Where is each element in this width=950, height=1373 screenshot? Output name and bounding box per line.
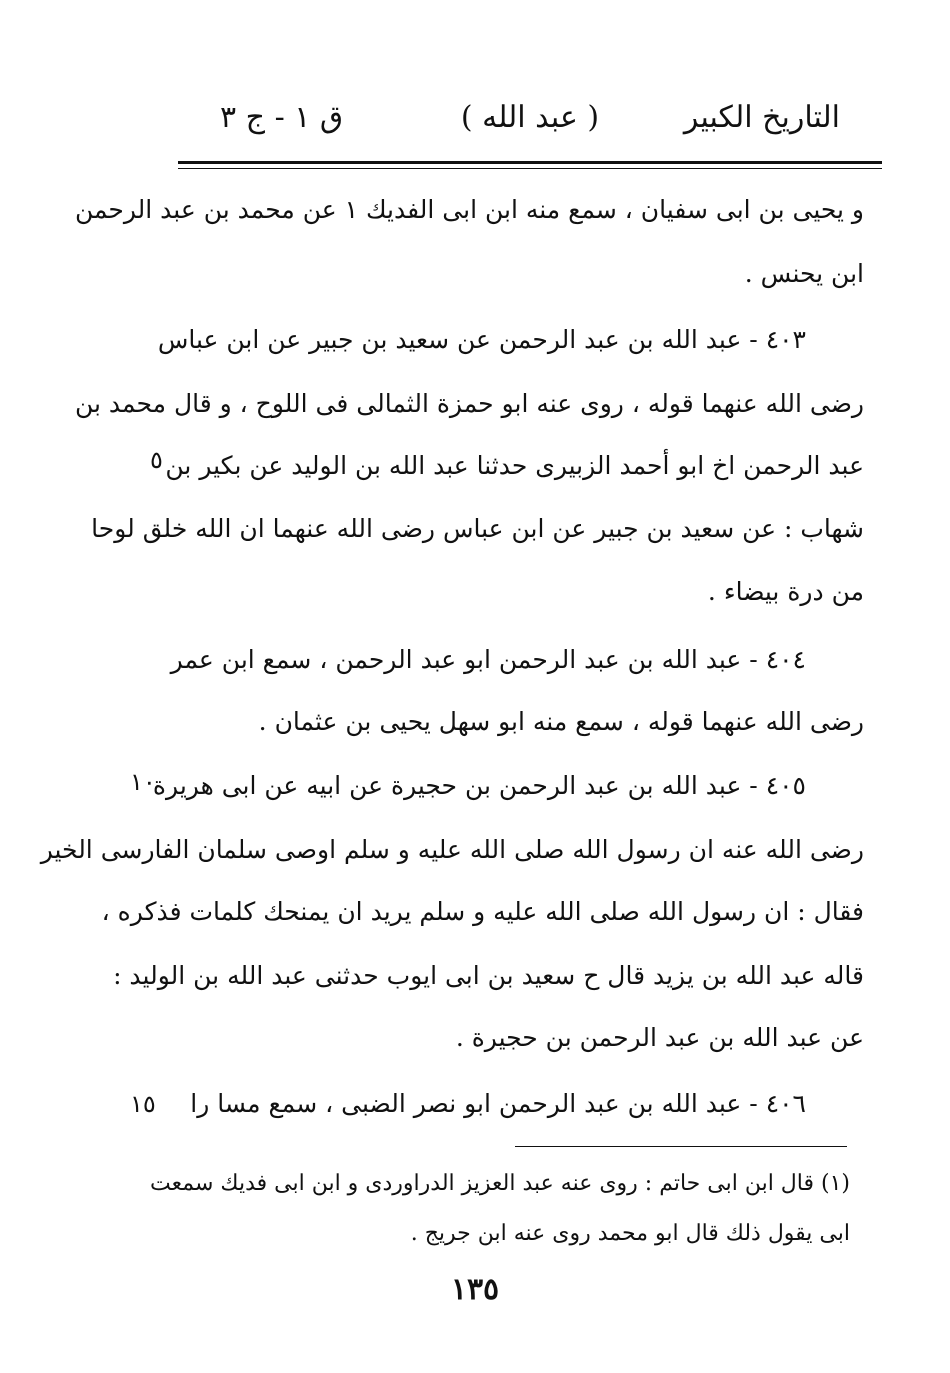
section-title: ( عبد الله ) — [460, 100, 600, 135]
header-rule-thin — [178, 168, 882, 169]
text-line: رضى الله عنه ان رسول الله صلى الله عليه و سلم اوصى سلمان الفارسى الخير — [40, 835, 864, 864]
text-line: عن عبد الله بن عبد الرحمن بن حجيرة . — [455, 1023, 864, 1052]
text-line: من درة بيضاء . — [707, 577, 864, 606]
footnote-line: ابى يقول ذلك قال ابو محمد روى عنه ابن جريج . — [410, 1221, 850, 1246]
running-header — [180, 100, 880, 150]
line-number-15: ١٥ — [130, 1090, 156, 1118]
text-line: رضى الله عنهما قوله ، سمع منه ابو سهل يحيى بن عثمان . — [258, 707, 864, 736]
text-line: رضى الله عنهما قوله ، روى عنه ابو حمزة الثمالى فى اللوح ، و قال محمد بن — [74, 389, 864, 418]
book-title: التاريخ الكبير — [683, 100, 840, 135]
text-line: ابن يحنس . — [744, 259, 864, 288]
footnote-line: (١) قال ابن ابى حاتم : روى عنه عبد العزيز الدراوردى و ابن ابى فديك سمعت — [150, 1171, 850, 1196]
volume-label: ق ١ - ج ٣ — [220, 100, 344, 135]
header-rule-thick — [178, 161, 882, 164]
footnote-rule — [515, 1146, 847, 1147]
entry-405: ٤٠٥ - عبد الله بن عبد الرحمن بن حجيرة عن ابيه عن ابى هريرة — [152, 771, 806, 800]
page-number: ١٣٥ — [450, 1272, 500, 1307]
text-line: شهاب : عن سعيد بن جبير عن ابن عباس رضى الله عنهما ان الله خلق لوحا — [91, 514, 864, 543]
text-line: فقال : ان رسول الله صلى الله عليه و سلم يريد ان يمنحك كلمات فذكره ، — [101, 897, 864, 926]
entry-406: ٤٠٦ - عبد الله بن عبد الرحمن ابو نصر الضبى ، سمع مسا را — [190, 1089, 806, 1118]
entry-403: ٤٠٣ - عبد الله بن عبد الرحمن عن سعيد بن جبير عن ابن عباس — [157, 325, 806, 354]
entry-404: ٤٠٤ - عبد الله بن عبد الرحمن ابو عبد الرحمن ، سمع ابن عمر — [170, 645, 806, 674]
line-number-10: ١٠ — [130, 768, 156, 796]
text-line: و يحيى بن ابى سفيان ، سمع منه ابن ابى الفديك ١ عن محمد بن عبد الرحمن — [74, 195, 864, 224]
line-number-5: ٥ — [150, 446, 163, 474]
text-line: قاله عبد الله بن يزيد قال ح سعيد بن ابى ايوب حدثنى عبد الله بن الوليد : — [113, 961, 864, 990]
text-line: عبد الرحمن اخ ابو أحمد الزبيرى حدثنا عبد الله بن الوليد عن بكير بن — [165, 451, 864, 480]
